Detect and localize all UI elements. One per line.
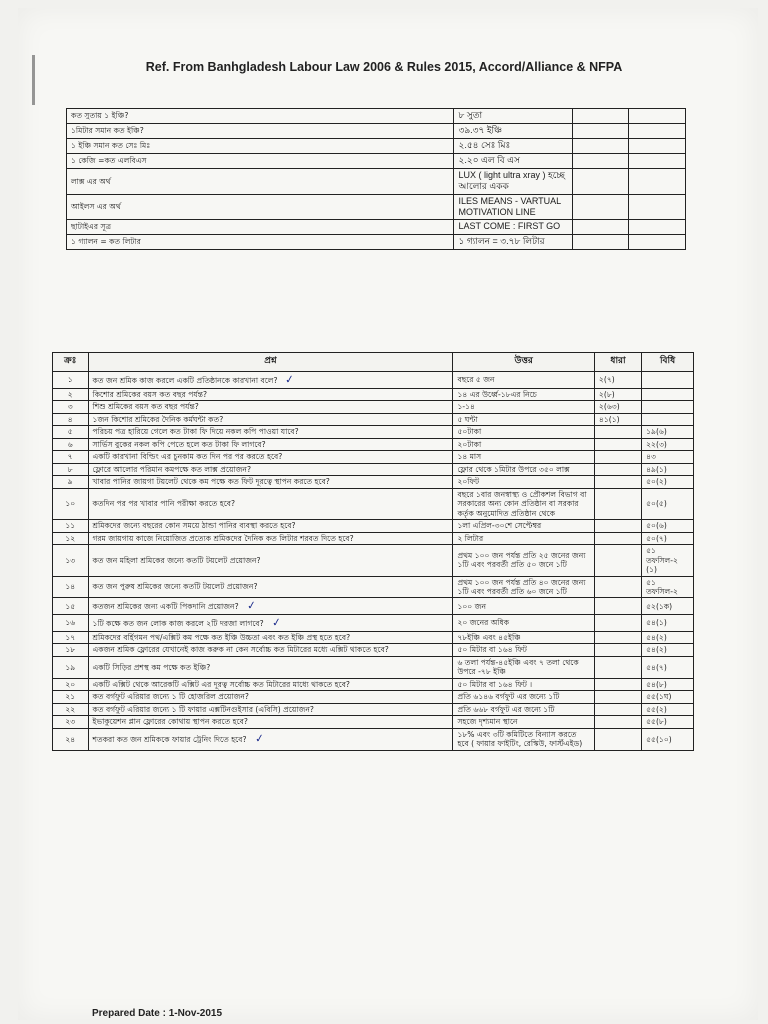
row-serial xyxy=(53,703,89,715)
row-serial-text: ৫ xyxy=(67,427,73,437)
row-answer-text: ১০০ জন xyxy=(457,601,486,611)
row-answer xyxy=(453,532,594,544)
header-question: প্রশ্ন xyxy=(88,353,453,372)
row-serial xyxy=(53,488,89,519)
row-section xyxy=(594,532,641,544)
row-section xyxy=(594,372,641,389)
row-section xyxy=(594,678,641,690)
ref-question: ১মিটার সমান কত ইঞ্চি? xyxy=(67,124,454,139)
row-answer-text: প্রতি ৬৬৮ বর্গফুট এর জন্যে ১টি xyxy=(457,704,555,714)
table-row xyxy=(53,451,694,463)
row-question-text: কত বর্গফুট এরিয়ার জন্যে ১ টি হোজরিল প্রয়োজন? xyxy=(92,692,249,702)
table-row xyxy=(53,532,694,544)
handwritten-check-mark: ✓ xyxy=(245,598,257,614)
row-question-text: ফ্লোরে আলোর পরিমান কমপক্ষে কত লাক্স প্রয়োজন? xyxy=(92,464,251,474)
ref-answer: ৩৯.৩৭ ইঞ্চি xyxy=(454,124,572,139)
table-row xyxy=(53,401,694,413)
row-serial-text: ১৭ xyxy=(65,632,76,642)
ref-question: লাক্স এর অর্থ xyxy=(67,169,454,195)
row-section xyxy=(594,520,641,532)
row-rule xyxy=(642,728,694,750)
row-serial-text: ২৩ xyxy=(65,717,76,727)
row-rule-text: ৫৫(৮) xyxy=(646,717,667,727)
row-serial xyxy=(53,631,89,643)
handwritten-check-mark: ✓ xyxy=(270,615,282,630)
ref-row xyxy=(67,109,686,124)
row-question-text: ইভাকুয়েশন প্লান ফ্লোরের কোথায় স্থাপন করতে হবে? xyxy=(92,717,248,727)
ref-question: ছাটাইএর সূত্র xyxy=(67,220,454,235)
row-rule xyxy=(642,545,694,576)
handwritten-check-mark: ✓ xyxy=(284,372,296,387)
row-question xyxy=(88,545,453,576)
row-answer xyxy=(453,598,594,615)
row-answer-text: ২ লিটার xyxy=(457,533,484,543)
row-question xyxy=(88,678,453,690)
row-serial xyxy=(53,372,89,389)
ref-row xyxy=(67,154,686,169)
header-serial: ক্রঃ xyxy=(53,353,89,372)
ref-question: কত সুতায় ১ ইঞ্চি? xyxy=(67,109,454,124)
row-serial xyxy=(53,438,89,450)
row-question xyxy=(88,615,453,632)
row-answer xyxy=(453,656,594,678)
row-question-text: ১জন কিশোর শ্রমিকের দৈনিক কর্মঘন্টা কত? xyxy=(92,414,224,424)
ref-row xyxy=(67,169,686,195)
ref-answer: ২.৫৪ সেঃ মিঃ xyxy=(454,139,572,154)
ref-empty-cell xyxy=(572,139,629,154)
row-answer-text: ১৮% এবং ৩টি কমিটিতে বিন্যাস করতে হবে ( ফায়ার ফাইটিং, রেস্কিউ, ফার্স্টএইড) xyxy=(457,729,583,749)
row-serial-text: ৮ xyxy=(67,464,73,474)
row-section-text: ২(৮) xyxy=(598,389,615,399)
row-serial xyxy=(53,388,89,400)
row-answer xyxy=(453,615,594,632)
row-question-text: শ্রমিকদের বর্হিগমন পথ/এক্সিট কম পক্ষে কত ইঞ্চি উচ্চতা এবং কত ইঞ্চি প্রস্থ হতে হবে? xyxy=(92,632,351,642)
row-question xyxy=(88,598,453,615)
qa-table xyxy=(52,352,694,751)
row-serial xyxy=(53,656,89,678)
ref-row xyxy=(67,194,686,220)
table-row xyxy=(53,438,694,450)
row-section xyxy=(594,631,641,643)
table-row xyxy=(53,463,694,475)
ref-empty-cell xyxy=(629,109,686,124)
row-serial xyxy=(53,691,89,703)
row-question xyxy=(88,463,453,475)
row-answer-text: ২০টাকা xyxy=(457,439,482,449)
ref-answer: LAST COME : FIRST GO xyxy=(454,220,572,235)
row-rule-text: ৫৫(১০) xyxy=(646,734,672,744)
row-question xyxy=(88,532,453,544)
row-serial xyxy=(53,451,89,463)
row-rule xyxy=(642,631,694,643)
row-question xyxy=(88,703,453,715)
row-rule xyxy=(642,644,694,656)
row-question-text: শিশু শ্রমিকের বয়স কত বছর পর্যন্ত? xyxy=(92,402,199,412)
row-serial xyxy=(53,413,89,425)
ref-empty-cell xyxy=(572,124,629,139)
ref-row xyxy=(67,235,686,250)
ref-empty-cell xyxy=(572,194,629,220)
prepared-date: Prepared Date : 1-Nov-2015 xyxy=(92,1008,223,1019)
row-answer xyxy=(453,644,594,656)
row-answer xyxy=(453,426,594,438)
header-section: ধারা xyxy=(594,353,641,372)
ref-answer: ILES MEANS - VARTUAL MOTIVATION LINE xyxy=(454,194,572,220)
row-serial-text: ৭ xyxy=(67,452,73,462)
row-answer-text: বছরে ১বার জনস্বাস্থ্য ও প্রৌকশল বিভাগ বা সরকারের অন্য কোন প্রতিষ্ঠান বা সরকার কর্তৃক অনুমোদিত প্রতিষ্ঠান থেকে xyxy=(457,489,587,518)
row-rule xyxy=(642,372,694,389)
row-section xyxy=(594,545,641,576)
row-question xyxy=(88,631,453,643)
row-answer-text: ৬ তলা পর্যন্ত-৪৫ইঞ্চি এবং ৭ তলা থেকে উপরে -৭৮ ইঞ্চি xyxy=(457,657,579,677)
row-rule xyxy=(642,451,694,463)
row-rule-text: ৪৩ xyxy=(646,452,656,462)
row-answer xyxy=(453,476,594,488)
row-section xyxy=(594,413,641,425)
row-answer xyxy=(453,388,594,400)
ref-empty-cell xyxy=(572,154,629,169)
row-answer-text: ৫০ মিটার বা ১৬৪ ফিট xyxy=(457,645,527,655)
row-question-text: গরম জায়গায় কাজে নিয়োজিত প্রত্যেক শ্রমিকদের দৈনিক কত লিটার শরবত দিতে হবে? xyxy=(92,533,354,543)
row-serial xyxy=(53,545,89,576)
row-rule xyxy=(642,716,694,728)
table-row xyxy=(53,545,694,576)
row-answer xyxy=(453,401,594,413)
row-question-text: কতজন শ্রমিকের জন্য একটি পিকদানি প্রয়োজন? xyxy=(92,602,239,612)
ref-empty-cell xyxy=(629,235,686,250)
table-row xyxy=(53,598,694,615)
row-question-text: একজন শ্রমিক ফ্লোরের যেখানেই কাজ করুক না কেন সর্বোচ্চ কত মিটারের মধ্যে এক্সিট থাকতে হবে? xyxy=(92,645,389,655)
table-row xyxy=(53,615,694,632)
ref-question: ১ কেজি =কত এলবিএস xyxy=(67,154,454,169)
row-serial-text: ১৮ xyxy=(65,645,76,655)
row-serial-text: ১৪ xyxy=(65,582,76,592)
header-answer: উত্তর xyxy=(453,353,594,372)
ref-answer: ১ গ্যালন = ৩.৭৮ লিটার xyxy=(454,235,572,250)
table-row xyxy=(53,678,694,690)
handwritten-check-mark: ✓ xyxy=(253,731,265,747)
row-rule xyxy=(642,413,694,425)
row-answer-text: ১৪ এর উর্ধ্বে-১৮এর নিচে xyxy=(457,389,537,399)
row-rule xyxy=(642,598,694,615)
row-serial-text: ২০ xyxy=(65,679,76,689)
row-question xyxy=(88,576,453,598)
row-rule xyxy=(642,520,694,532)
table-row xyxy=(53,413,694,425)
row-serial-text: ৯ xyxy=(67,477,73,487)
table-row xyxy=(53,691,694,703)
table-row xyxy=(53,716,694,728)
ref-row xyxy=(67,139,686,154)
row-section xyxy=(594,451,641,463)
row-answer xyxy=(453,372,594,389)
row-question-text: শতকরা কত জন শ্রমিককে ফায়ার ট্রেনিং দিতে হবে? xyxy=(92,735,247,745)
row-answer xyxy=(453,451,594,463)
row-rule-text: ৫০(২) xyxy=(646,477,667,487)
row-question-text: কত বর্গফুট এরিয়ার জন্যে ১ টি ফায়ার এক্সটিনগুইসার (এবিসি) প্রয়োজন? xyxy=(92,704,314,714)
row-serial-text: ২১ xyxy=(65,692,76,702)
row-rule-text: ২২(৩) xyxy=(646,439,667,449)
row-question xyxy=(88,728,453,750)
ref-row xyxy=(67,220,686,235)
row-rule xyxy=(642,388,694,400)
row-serial-text: ১৫ xyxy=(65,601,76,611)
row-serial-text: ১ xyxy=(67,375,73,385)
row-serial-text: ১৬ xyxy=(65,618,76,628)
row-section xyxy=(594,644,641,656)
row-question-text: একটি এক্সিট থেকে আরেকটি এক্সিট এর দূরত্ব সর্বোচ্চ কত মিটারের মাধ্যে থাকতে হবে? xyxy=(92,679,350,689)
row-question xyxy=(88,426,453,438)
row-section xyxy=(594,463,641,475)
ref-empty-cell xyxy=(629,169,686,195)
row-serial-text: ৩ xyxy=(67,402,73,412)
row-answer-text: ১-১৪ xyxy=(457,402,475,412)
row-serial xyxy=(53,716,89,728)
row-serial xyxy=(53,463,89,475)
row-rule-text: ৫৪(২) xyxy=(646,632,667,642)
row-question-text: ১টি কক্ষে কত জন লোক কাজ করলে ২টি দরজা লাগবে? xyxy=(92,619,264,629)
row-serial-text: ১৯ xyxy=(65,662,76,672)
row-rule-text: ৫০(৫) xyxy=(646,499,667,509)
row-answer xyxy=(453,716,594,728)
row-answer-text: প্রথম ১০০ জন পর্যন্ত প্রতি ২৫ জনের জন্য ১টি এবং পরবর্তী প্রতি ৫০ জনে ১টি xyxy=(457,550,586,570)
row-rule xyxy=(642,488,694,519)
table-row xyxy=(53,388,694,400)
row-question-text: শ্রমিকদের জন্যে বছরের কোন সময়ে ঠান্ডা পানির ব্যবস্থা করতে হবে? xyxy=(92,521,296,531)
row-answer-text: ১লা এপ্রিল-৩০শে সেপ্টেম্বর xyxy=(457,521,542,531)
table-row xyxy=(53,656,694,678)
row-section xyxy=(594,401,641,413)
ref-row xyxy=(67,124,686,139)
row-question xyxy=(88,401,453,413)
row-question xyxy=(88,413,453,425)
row-rule-text: ১৯(৬) xyxy=(646,427,667,437)
ref-empty-cell xyxy=(629,154,686,169)
row-question-text: একটি কারখানা বিল্ডিং এর চুনকাম কত দিন পর পর করতে হবে? xyxy=(92,452,283,462)
row-rule-text: ৫০(৬) xyxy=(646,521,667,531)
row-section xyxy=(594,716,641,728)
row-answer-text: প্রতি ৬১৪৬ বর্গফুট এর জন্যে ১টি xyxy=(457,692,560,702)
row-serial xyxy=(53,576,89,598)
row-answer-text: ৫০টাকা xyxy=(457,427,482,437)
row-rule xyxy=(642,426,694,438)
row-question-text: কিশোর শ্রমিকের বয়স কত বছর পর্যন্ত? xyxy=(92,389,207,399)
row-answer-text: ৫ ঘন্টা xyxy=(457,414,478,424)
ref-empty-cell xyxy=(629,194,686,220)
row-section xyxy=(594,691,641,703)
row-serial-text: ২২ xyxy=(65,704,76,714)
ref-empty-cell xyxy=(572,109,629,124)
row-serial-text: ১১ xyxy=(65,521,76,531)
row-rule xyxy=(642,532,694,544)
row-answer-text: প্রথম ১০০ জন পর্যন্ত প্রতি ৪০ জনের জন্য ১টি এবং পরবর্তী প্রতি ৬০ জনে ১টি xyxy=(457,577,586,596)
row-answer xyxy=(453,520,594,532)
row-serial xyxy=(53,520,89,532)
row-answer xyxy=(453,438,594,450)
row-serial xyxy=(53,598,89,615)
row-answer-text: ২০ফিট xyxy=(457,477,480,487)
row-section xyxy=(594,576,641,598)
row-serial-text: ২৪ xyxy=(65,734,76,744)
row-answer xyxy=(453,728,594,750)
row-serial-text: ১৩ xyxy=(65,555,76,565)
document-title: Ref. From Banhgladesh Labour Law 2006 & Rules 2015, Accord/Alliance & NFPA xyxy=(145,60,623,74)
row-section xyxy=(594,476,641,488)
row-rule xyxy=(642,615,694,632)
row-answer-text: বছরে ৫ জন xyxy=(457,375,495,385)
row-rule-text: ৫২(১ক) xyxy=(646,601,673,611)
row-serial xyxy=(53,532,89,544)
row-serial xyxy=(53,476,89,488)
row-rule xyxy=(642,463,694,475)
row-answer xyxy=(453,576,594,598)
row-serial xyxy=(53,644,89,656)
row-section-text: ২(৬৩) xyxy=(598,402,620,412)
row-question xyxy=(88,372,453,389)
ref-empty-cell xyxy=(572,169,629,195)
row-answer-text: ফ্লোর থেকে ১মিটার উপরে ৩৫০ লাক্স xyxy=(457,464,570,474)
header-rule: বিধি xyxy=(642,353,694,372)
row-serial-text: ৪ xyxy=(67,414,73,424)
row-section-text: ২(৭) xyxy=(598,375,615,385)
row-rule xyxy=(642,703,694,715)
ref-answer: ২.২০ এল বি এস xyxy=(454,154,572,169)
table-row xyxy=(53,728,694,750)
row-answer-text: সহজে দৃশ্যমান স্থানে xyxy=(457,717,518,727)
table-row xyxy=(53,520,694,532)
row-section xyxy=(594,438,641,450)
row-section xyxy=(594,615,641,632)
ref-question: ১ ইঞ্চি সমান কত সেঃ মিঃ xyxy=(67,139,454,154)
row-rule-text: ৪৯(১) xyxy=(646,464,667,474)
row-section xyxy=(594,656,641,678)
row-rule-text: ৫০(৭) xyxy=(646,533,667,543)
row-section xyxy=(594,598,641,615)
row-rule xyxy=(642,656,694,678)
ref-answer: ৮ সুতা xyxy=(454,109,572,124)
ref-question: ১ গ্যালন = কত লিটার xyxy=(67,235,454,250)
row-serial-text: ১২ xyxy=(65,533,76,543)
row-question xyxy=(88,520,453,532)
row-answer xyxy=(453,678,594,690)
row-answer xyxy=(453,691,594,703)
row-serial xyxy=(53,678,89,690)
row-answer xyxy=(453,703,594,715)
header-row xyxy=(53,353,694,372)
ref-empty-cell xyxy=(572,235,629,250)
ref-empty-cell xyxy=(572,220,629,235)
row-rule-text: ৫৫(২) xyxy=(646,704,667,714)
row-serial-text: ২ xyxy=(67,389,73,399)
reference-table xyxy=(66,108,686,250)
table-row xyxy=(53,703,694,715)
ref-answer: LUX ( light ultra xray ) হচ্ছে আলোর একক xyxy=(454,169,572,195)
row-section-text: ৪১(১) xyxy=(598,414,620,424)
row-serial xyxy=(53,615,89,632)
ref-question: আইলস এর অর্থ xyxy=(67,194,454,220)
table-row xyxy=(53,476,694,488)
row-serial-text: ৬ xyxy=(67,439,73,449)
row-answer xyxy=(453,631,594,643)
row-rule xyxy=(642,476,694,488)
row-question xyxy=(88,716,453,728)
row-rule xyxy=(642,438,694,450)
row-question-text: কত জন পুরুষ শ্রমিকের জন্যে কতটি টয়লেট প্রয়োজন? xyxy=(92,582,258,592)
row-question-text: পরিচয় পত্র হারিয়ে গেলে কত টাকা ফি দিয়ে নকল কপি পাওয়া যাবে? xyxy=(92,427,299,437)
row-question xyxy=(88,476,453,488)
row-rule-text: ৫৪(৮) xyxy=(646,679,667,689)
row-answer-text: ৭৮ইঞ্চি এবং ৪৫ইঞ্চি xyxy=(457,632,521,642)
row-rule-text: ৫১ তফসিল-২ xyxy=(646,577,678,596)
table-row xyxy=(53,426,694,438)
row-serial xyxy=(53,401,89,413)
row-answer xyxy=(453,488,594,519)
table-row xyxy=(53,631,694,643)
row-question xyxy=(88,691,453,703)
row-question xyxy=(88,644,453,656)
row-answer-text: ২০ জনের অধিক xyxy=(457,618,510,628)
row-rule xyxy=(642,678,694,690)
row-section xyxy=(594,703,641,715)
row-question-text: সার্ভিস বুকের নকল কপি পেতে হলে কত টাকা ফি লাগবে? xyxy=(92,439,266,449)
row-question xyxy=(88,488,453,519)
row-section xyxy=(594,388,641,400)
table-row xyxy=(53,488,694,519)
row-answer xyxy=(453,463,594,475)
ref-empty-cell xyxy=(629,220,686,235)
row-question-text: কত জন মহিলা শ্রমিকের জন্যে কতটি টয়লেট প্রয়োজন? xyxy=(92,555,261,565)
row-answer xyxy=(453,545,594,576)
row-section xyxy=(594,426,641,438)
row-question-text: একটি সিড়ির প্রশস্থ কম পক্ষে কত ইঞ্চি? xyxy=(92,662,211,672)
row-answer xyxy=(453,413,594,425)
row-rule-text: ৫৪(১) xyxy=(646,618,667,628)
table-row xyxy=(53,576,694,598)
row-question-text: কতদিন পর পর খাবার পানি পরীক্ষা করতে হবে? xyxy=(92,499,236,509)
row-serial-text: ১০ xyxy=(65,499,76,509)
row-question xyxy=(88,438,453,450)
row-rule xyxy=(642,576,694,598)
row-question xyxy=(88,388,453,400)
table-row xyxy=(53,372,694,389)
ref-empty-cell xyxy=(629,124,686,139)
ref-empty-cell xyxy=(629,139,686,154)
row-serial xyxy=(53,426,89,438)
row-answer-text: ৫০ মিটার বা ১৬৪ ফিট । xyxy=(457,679,533,689)
row-question-text: কত জন শ্রমিক কাজ করলে একটি প্রতিষ্ঠানকে কারখানা বলে? xyxy=(92,376,278,385)
row-rule xyxy=(642,401,694,413)
row-question-text: খাবার পানির জায়গা টয়লেট থেকে কম পক্ষে কত ফিট দূরত্বে স্থাপন করতে হবে? xyxy=(92,477,330,487)
row-question xyxy=(88,656,453,678)
row-rule-text: ৫১ তফসিল-২ (১) xyxy=(646,546,678,575)
row-answer-text: ১৪ মাস xyxy=(457,452,482,462)
row-rule-text: ৫৫(১ঘ) xyxy=(646,692,672,702)
row-rule-text: ৫৪(৭) xyxy=(646,662,667,672)
table-row xyxy=(53,644,694,656)
row-rule-text: ৫৪(২) xyxy=(646,645,667,655)
row-rule xyxy=(642,691,694,703)
row-serial xyxy=(53,728,89,750)
row-question xyxy=(88,451,453,463)
row-section xyxy=(594,488,641,519)
row-section xyxy=(594,728,641,750)
